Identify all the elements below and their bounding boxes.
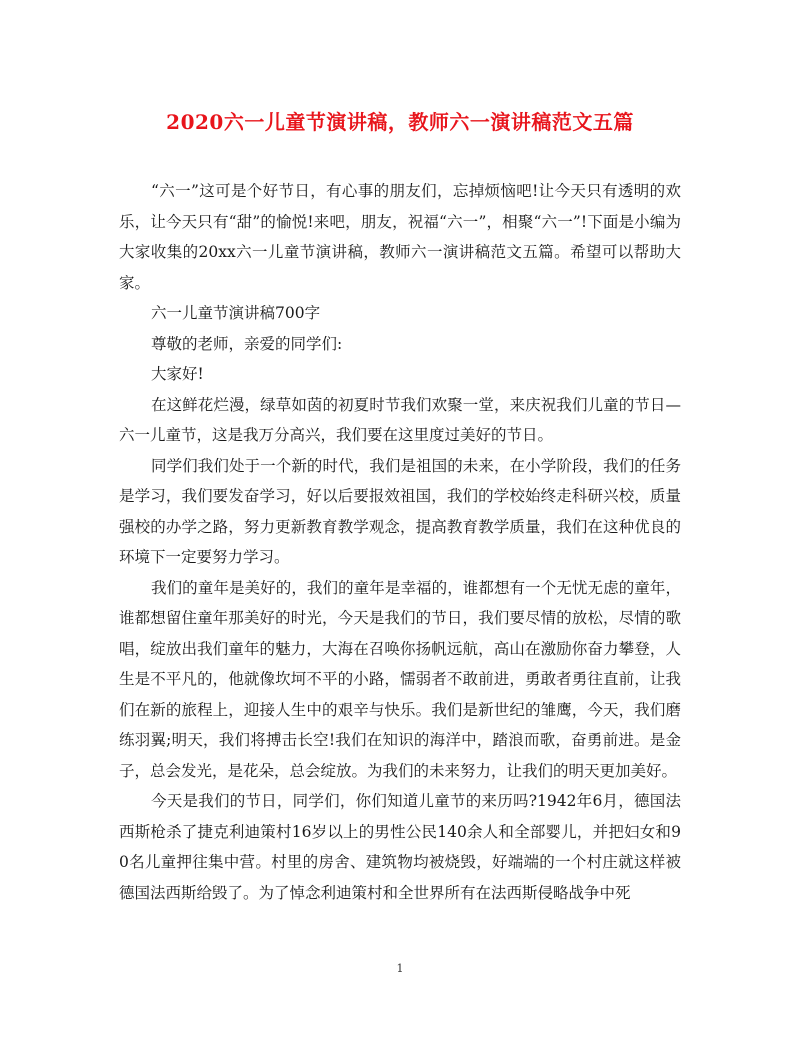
body-paragraph: 我们的童年是美好的，我们的童年是幸福的，谁都想有一个无忧无虑的童年，谁都想留住童年那美好的时光，今天是我们的节日，我们要尽情的放松，尽情的歌唱，绽放出我们童年的魅力，大海在召唤你扬帆远航，高山在激励你奋力攀登，人生是不平凡的，他就像坎坷不平的小路，懦弱者不敢前进，勇敢者勇往直前，让我们在新的旅程上，迎接人生中的艰辛与快乐。我们是新世纪的雏鹰，今天，我们磨练羽翼;明天，我们将搏击长空!我们在知识的海洋中，踏浪而歌，奋勇前进。是金子，总会发光，是花朵，总会绽放。为我们的未来努力，让我们的明天更加美好。 [119,578,681,780]
page-number: 1 [396,962,404,975]
salutation: 尊敬的老师，亲爱的同学们: [151,334,343,353]
body-paragraph: 在这鲜花烂漫，绿草如茵的初夏时节我们欢聚一堂，来庆祝我们儿童的节日—六一儿童节，这是我万分高兴，我们要在这里度过美好的节日。 [119,395,681,444]
document-body [119,176,681,908]
greeting: 大家好! [151,365,204,383]
intro-paragraph: “六一”这可是个好节日，有心事的朋友们，忘掉烦恼吧!让今天只有透明的欢乐，让今天只有“甜”的愉悦!来吧，朋友，祝福“六一”，相聚“六一”!下面是小编为大家收集的20xx六一儿童节演讲稿，教师六一演讲稿范文五篇。希望可以帮助大家。 [119,182,681,292]
body-paragraph: 同学们我们处于一个新的时代，我们是祖国的未来，在小学阶段，我们的任务是学习，我们要发奋学习，好以后要报效祖国，我们的学校始终走科研兴校，质量强校的办学之路，努力更新教育教学观念，提高教育教学质量，我们在这种优良的环境下一定要努力学习。 [119,456,681,566]
document-title: 2020六一儿童节演讲稿，教师六一演讲稿范文五篇 [166,110,634,134]
body-paragraph: 今天是我们的节日，同学们，你们知道儿童节的来历吗?1942年6月，德国法西斯枪杀了捷克利迪策村16岁以上的男性公民140余人和全部婴儿，并把妇女和90名儿童押往集中营。村里的房舍、建筑物均被烧毁，好端端的一个村庄就这样被德国法西斯给毁了。为了悼念利迪策村和全世界所有在法西斯侵略战争中死 [119,792,681,902]
speech-heading: 六一儿童节演讲稿700字 [151,304,321,322]
